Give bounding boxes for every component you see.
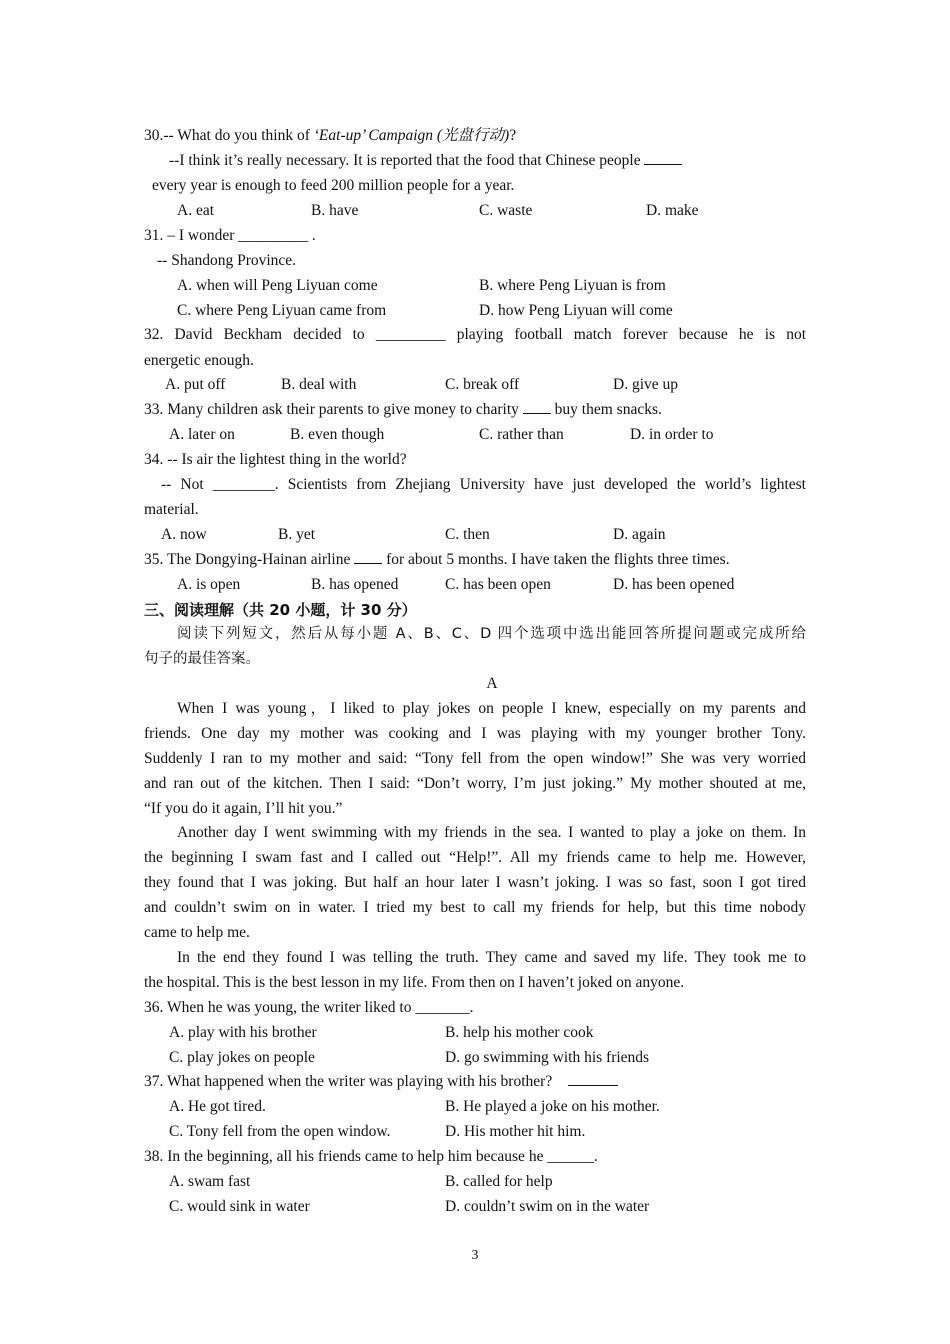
q31-option-b: B. where Peng Liyuan is from: [479, 277, 666, 294]
section-heading: 三、阅读理解（共 20 小题，计 30 分）: [144, 601, 417, 619]
q36-option-d: D. go swimming with his friends: [445, 1049, 650, 1066]
q35-stem-post: for about 5 months. I have taken the flights three times.: [386, 551, 730, 568]
passage-line: the hospital. This is the best lesson in my life. From then on I haven’t joked on anyone.: [144, 974, 685, 991]
q32-option-d: D. give up: [613, 376, 679, 393]
q31-stem: 31. – I wonder _________ .: [144, 227, 316, 244]
q32-stem-line1: 32. David Beckham decided to _________ playing football match forever because he is not: [144, 326, 806, 343]
q33-stem-post: buy them snacks.: [554, 401, 662, 418]
q32-option-c: C. break off: [445, 376, 520, 393]
q38-option-a: A. swam fast: [169, 1173, 251, 1190]
q35-option-c: C. has been open: [445, 576, 551, 593]
q35-option-a: A. is open: [177, 576, 241, 593]
q34-answer-line1: -- Not ________. Scientists from Zhejiang University have just developed the world’s lightest: [161, 476, 806, 493]
q33-option-b: B. even though: [290, 426, 385, 443]
q35-blank: [354, 562, 382, 564]
page-number: 3: [471, 1248, 479, 1263]
q32-option-b: B. deal with: [281, 376, 357, 393]
passage-line: friends. One day my mother was cooking and I was playing with my younger brother Tony.: [144, 725, 806, 742]
q30-answer-line2: every year is enough to feed 200 million people for a year.: [152, 177, 515, 194]
q32-option-a: A. put off: [165, 376, 226, 393]
q30-answer-line1: [169, 151, 682, 171]
q30-stem-italic: ‘Eat-up’ Campaign (光盘行动): [313, 127, 510, 144]
q34-stem: 34. -- Is air the lightest thing in the world?: [144, 451, 407, 468]
q33-option-c: C. rather than: [479, 426, 564, 443]
q34-option-b: B. yet: [278, 526, 316, 543]
q35-option-b: B. has opened: [311, 576, 399, 593]
section-instruction-line2: 句子的最佳答案。: [144, 651, 260, 667]
passage-line: the beginning I swam fast and I called out “Help!”. All my friends came to help me. However,: [144, 849, 806, 866]
q35-option-d: D. has been opened: [613, 576, 735, 593]
q31-option-c: C. where Peng Liyuan came from: [177, 302, 387, 319]
q34-option-c: C. then: [445, 526, 490, 543]
q33-stem: [144, 400, 662, 420]
q32-stem-line2: energetic enough.: [144, 352, 254, 369]
q36-option-b: B. help his mother cook: [445, 1024, 594, 1041]
passage-line: Suddenly I ran to my mother and said: “Tony fell from the open window!” She was very worried: [144, 750, 806, 767]
q30-answer-text: --I think it’s really necessary. It is reported that the food that Chinese people: [169, 152, 641, 169]
passage-line: came to help me.: [144, 924, 250, 941]
q37-option-d: D. His mother hit him.: [445, 1123, 586, 1140]
q30-blank: [644, 163, 682, 165]
q30-option-c: C. waste: [479, 202, 533, 219]
q33-option-d: D. in order to: [630, 426, 714, 443]
passage-line: Another day I went swimming with my friends in the sea. I wanted to play a joke on them. In: [177, 824, 806, 841]
q38-option-b: B. called for help: [445, 1173, 553, 1190]
q31-answer: -- Shandong Province.: [157, 252, 297, 269]
q31-option-a: A. when will Peng Liyuan come: [177, 277, 378, 294]
q30-option-d: D. make: [646, 202, 699, 219]
passage-line: When I was young，I liked to play jokes on people I knew, especially on my parents and: [177, 700, 806, 717]
q30-stem: [144, 126, 516, 146]
q34-option-a: A. now: [161, 526, 207, 543]
q33-stem-pre: 33. Many children ask their parents to give money to charity: [144, 401, 519, 418]
section-instruction-line1: 阅读下列短文，然后从每小题 A、B、C、D 四个选项中选出能回答所提问题或完成所给: [177, 626, 806, 642]
passage-line: they found that I was joking. But half an hour later I wasn’t joking. I was so fast, soon I got tired: [144, 874, 806, 891]
q33-option-a: A. later on: [169, 426, 235, 443]
q38-stem: 38. In the beginning, all his friends came to help him because he ______.: [144, 1148, 598, 1165]
q35-stem-pre: 35. The Dongying-Hainan airline: [144, 551, 351, 568]
q36-stem: 36. When he was young, the writer liked to _______.: [144, 999, 474, 1016]
passage-line: and ran out of the kitchen. Then I said: “Don’t worry, I’m just joking.” My mother shouted at me,: [144, 775, 806, 792]
q34-answer-line2: material.: [144, 501, 199, 518]
q36-option-c: C. play jokes on people: [169, 1049, 315, 1066]
q30-option-a: A. eat: [177, 202, 215, 219]
q36-option-a: A. play with his brother: [169, 1024, 317, 1041]
passage-line: “If you do it again, I’ll hit you.”: [144, 800, 343, 817]
q37-blank: [568, 1084, 618, 1086]
passage-line: and couldn’t swim on in water. I tried my best to call my friends for help, but this time nobody: [144, 899, 806, 916]
q33-blank: [523, 412, 551, 414]
q34-option-d: D. again: [613, 526, 666, 543]
passage-line: In the end they found I was telling the truth. They came and saved my life. They took me to: [177, 949, 806, 966]
q35-stem: [144, 550, 730, 570]
q38-option-d: D. couldn’t swim on in the water: [445, 1198, 650, 1215]
q38-option-c: C. would sink in water: [169, 1198, 310, 1215]
q31-option-d: D. how Peng Liyuan will come: [479, 302, 673, 319]
q37-option-c: C. Tony fell from the open window.: [169, 1123, 391, 1140]
q37-stem: [144, 1072, 618, 1092]
q37-stem-text: 37. What happened when the writer was playing with his brother?: [144, 1073, 553, 1090]
q30-option-b: B. have: [311, 202, 359, 219]
q30-stem-post: ?: [509, 127, 517, 144]
q37-option-a: A. He got tired.: [169, 1098, 266, 1115]
q30-stem-pre: 30.-- What do you think of: [144, 127, 314, 144]
passage-label: A: [486, 675, 498, 692]
q37-option-b: B. He played a joke on his mother.: [445, 1098, 660, 1115]
